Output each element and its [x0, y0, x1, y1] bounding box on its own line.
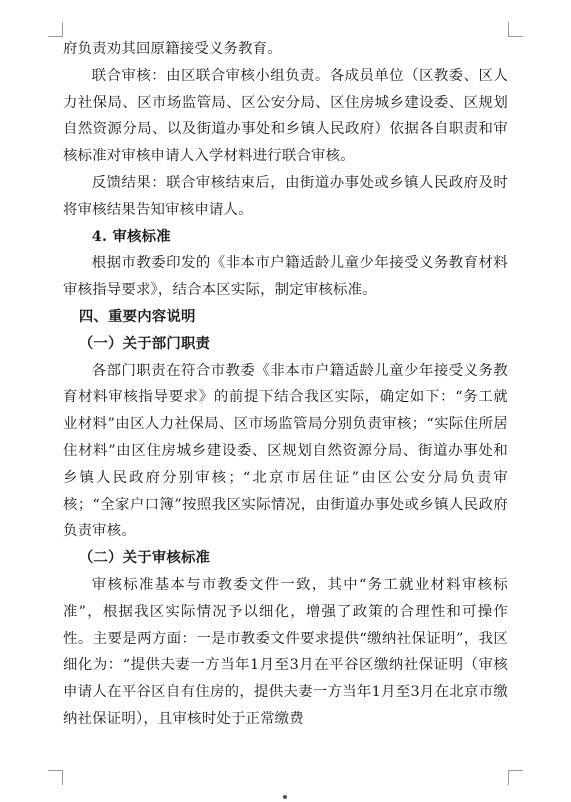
paragraph-joint-review: 联合审核：由区联合审核小组负责。各成员单位（区教委、区人力社保局、区市场监管局、区公安分局、区住房城乡建设委、区规划自然资源分局、以及街道办事处和乡镇人民政府）依据各自职责和审核标准对审核申请人入学材料进行联合审核。	[63, 67, 508, 165]
crop-mark-top-left	[48, 22, 63, 37]
section-heading-key-content: 四、重要内容说明	[78, 307, 196, 325]
paragraph-continuation: 府负责劝其回原籍接受义务教育。	[63, 41, 282, 57]
subsection-heading-department-duties: （一）关于部门职责	[78, 334, 211, 352]
heading-review-standard: 4. 审核标准	[91, 227, 171, 245]
paragraph-standard-details: 审核标准基本与市教委文件一致，其中“务工就业材料审核标准”，根据我区实际情况予以细化，增强了政策的合理性和可操作性。主要是两方面：一是市教委文件要求提供“缴纳社保证明”，我区细化为：“提供夫妻一方当年1月至3月在平谷区缴纳社保证明（审核申请人在平谷区自有住房的，提供夫妻一方当年1月至3月在北京市缴纳社保证明），且审核时处于正常缴费	[63, 576, 508, 727]
crop-mark-bottom-left	[48, 770, 63, 785]
paragraph-feedback: 反馈结果：联合审核结束后，由街道办事处或乡镇人民政府及时将审核结果告知审核申请人。	[63, 174, 508, 218]
paragraph-department-duties: 各部门职责在符合市教委《非本市户籍适龄儿童少年接受义务教育材料审核指导要求》的前提下结合我区实际，确定如下：“务工就业材料”由区人力社保局、区市场监管局分别负责审核；“实际住所居住材料”由区住房城乡建设委、区规划自然资源分局、街道办事处和乡镇人民政府分别审核；“北京市居住证”由区公安分局负责审核；“全家户口簿”按照我区实际情况，由街道办事处或乡镇人民政府负责审核。	[63, 362, 508, 540]
page-dot-marker	[283, 795, 287, 799]
crop-mark-top-right	[508, 22, 523, 37]
subsection-heading-review-standard: （二）关于审核标准	[78, 549, 211, 567]
crop-mark-bottom-right	[508, 770, 523, 785]
document-body	[63, 36, 508, 733]
paragraph-standard-basis: 根据市教委印发的《非本市户籍适龄儿童少年接受义务教育材料审核指导要求》，结合本区实际，制定审核标准。	[63, 255, 508, 299]
